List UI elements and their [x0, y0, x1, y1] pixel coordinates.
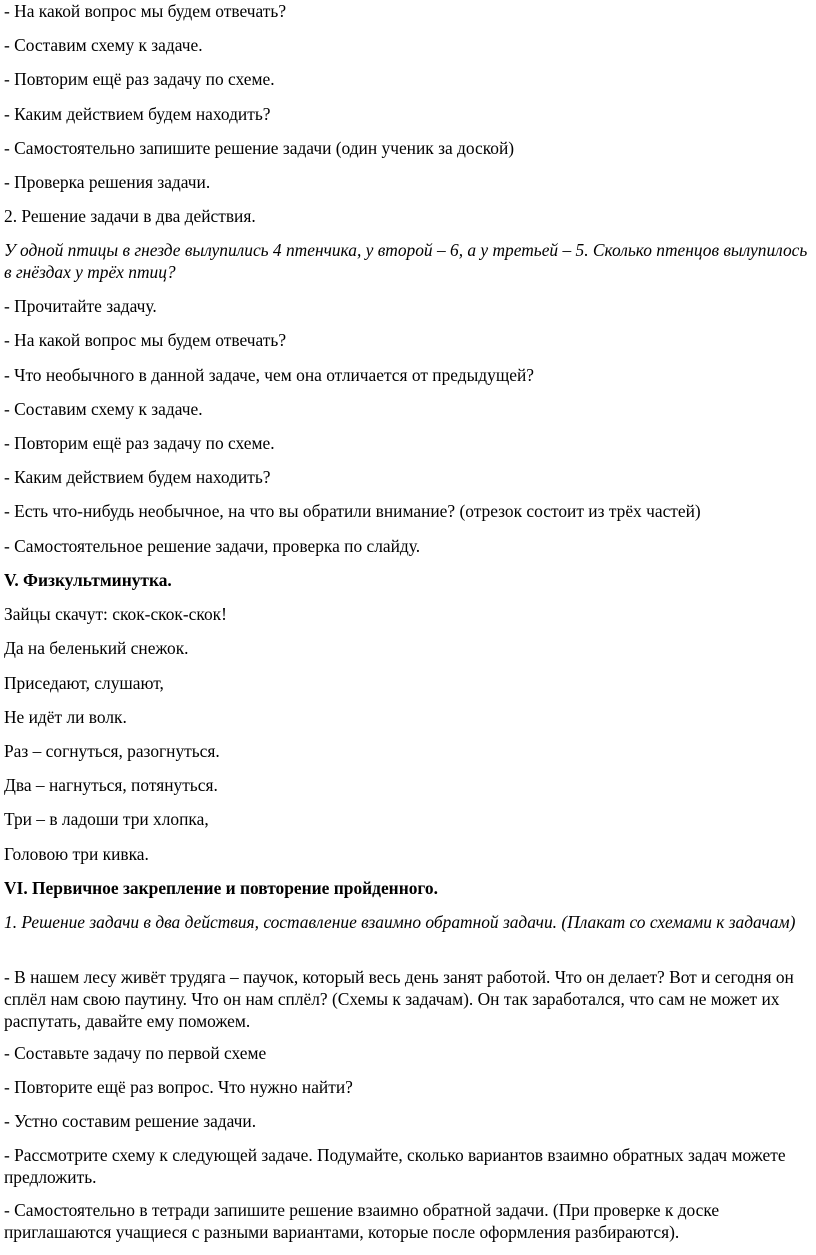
paragraph: - На какой вопрос мы будем отвечать? — [4, 330, 287, 350]
paragraph: - Есть что-нибудь необычное, на что вы обратили внимание? (отрезок состоит из трёх частей) — [4, 501, 701, 521]
subsection-title: 1. Решение задачи в два действия, составление взаимно обратной задачи. (Плакат со схемами к задачам) — [4, 912, 796, 932]
section-heading: VI. Первичное закрепление и повторение пройденного. — [4, 878, 438, 898]
poem-line: Не идёт ли волк. — [4, 707, 127, 727]
paragraph: - Повторите ещё раз вопрос. Что нужно найти? — [4, 1077, 353, 1097]
section-heading: V. Физкультминутка. — [4, 570, 172, 590]
paragraph: - Каким действием будем находить? — [4, 467, 271, 487]
poem-line: Три – в ладоши три хлопка, — [4, 809, 209, 829]
paragraph: - В нашем лесу живёт трудяга – паучок, который весь день занят работой. Что он делает? Вот и сегодня он сплёл нам свою паутину. Что он нам сплёл? (Схемы к задачам). Он так заработался, что сам не может их распутать, давайте ему поможем. — [4, 967, 794, 1031]
paragraph: - Составьте задачу по первой схеме — [4, 1043, 267, 1063]
paragraph: - Рассмотрите схему к следующей задаче. Подумайте, сколько вариантов взаимно обратных задач можете предложить. — [4, 1145, 786, 1187]
task-statement: У одной птицы в гнезде вылупились 4 птенчика, у второй – 6, а у третьей – 5. Сколько птенцов вылупилось в гнёздах у трёх птиц? — [4, 240, 808, 282]
poem-line: Да на беленький снежок. — [4, 638, 189, 658]
paragraph: - Составим схему к задаче. — [4, 399, 203, 419]
paragraph: - Прочитайте задачу. — [4, 296, 157, 316]
paragraph: 2. Решение задачи в два действия. — [4, 206, 256, 226]
paragraph: - Самостоятельное решение задачи, проверка по слайду. — [4, 536, 421, 556]
paragraph: - Каким действием будем находить? — [4, 104, 271, 124]
paragraph: - Повторим ещё раз задачу по схеме. — [4, 69, 275, 89]
paragraph: - Проверка решения задачи. — [4, 172, 211, 192]
poem-line: Зайцы скачут: скок-скок-скок! — [4, 604, 227, 624]
paragraph: - Устно составим решение задачи. — [4, 1111, 257, 1131]
paragraph: - Самостоятельно запишите решение задачи (один ученик за доской) — [4, 138, 515, 158]
poem-line: Приседают, слушают, — [4, 673, 164, 693]
poem-line: Два – нагнуться, потянуться. — [4, 775, 218, 795]
poem-line: Головою три кивка. — [4, 844, 149, 864]
paragraph: - Что необычного в данной задаче, чем она отличается от предыдущей? — [4, 365, 534, 385]
paragraph: - Составим схему к задаче. — [4, 35, 203, 55]
poem-line: Раз – согнуться, разогнуться. — [4, 741, 220, 761]
paragraph: - Самостоятельно в тетради запишите решение взаимно обратной задачи. (При проверке к доске приглашаются учащиеся с разными вариантами, которые после оформления разбираются). — [4, 1200, 720, 1242]
paragraph: - Повторим ещё раз задачу по схеме. — [4, 433, 275, 453]
paragraph: - На какой вопрос мы будем отвечать? — [4, 1, 287, 21]
